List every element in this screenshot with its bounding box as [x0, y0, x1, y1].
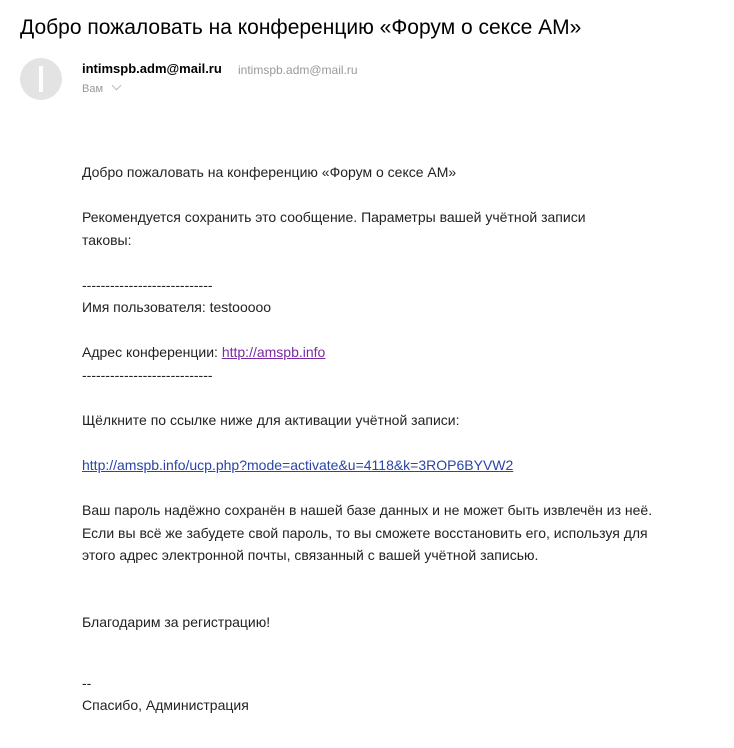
sender-avatar[interactable]	[20, 58, 62, 100]
body-signature: Спасибо, Администрация	[82, 697, 249, 713]
body-greeting: Добро пожаловать на конференцию «Форум о сексе АМ»	[82, 164, 457, 180]
body-thanks: Благодарим за регистрацию!	[82, 614, 271, 630]
body-divider-bottom: ----------------------------	[82, 367, 213, 383]
sender-name[interactable]: intimspb.adm@mail.ru	[82, 61, 222, 76]
body-divider-top: ----------------------------	[82, 277, 213, 293]
body-recommend: Рекомендуется сохранить это сообщение. Параметры вашей учётной записи таковы:	[82, 209, 586, 248]
body-activate-text: Щёлкните по ссылке ниже для активации учётной записи:	[82, 412, 460, 428]
sender-email[interactable]: intimspb.adm@mail.ru	[238, 63, 358, 77]
body-signature-dash: --	[82, 675, 92, 691]
body-password: Ваш пароль надёжно сохранён в нашей базе данных и не может быть извлечён из неё. Если вы всё же забудете свой пароль, то вы сможете восстановить его, используя для этого адрес электронной почты, связанный с вашей учётной записью.	[82, 502, 653, 563]
forum-address-label: Адрес конференции:	[82, 344, 222, 360]
recipient-label: Вам	[82, 83, 104, 95]
body-username: Имя пользователя: testooooo	[82, 299, 272, 315]
body-activate-link-wrap	[82, 454, 513, 477]
forum-link[interactable]: http://amspb.info	[221, 344, 326, 360]
activate-link[interactable]: http://amspb.info/ucp.php?mode=activate&u=4118&k=3ROP6BYVW2	[82, 457, 514, 473]
chevron-down-icon	[112, 81, 122, 91]
body-forum-address	[82, 341, 325, 364]
email-subject: Добро пожаловать на конференцию «Форум о сексе АМ»	[20, 16, 582, 39]
recipient-toggle[interactable]	[82, 82, 120, 96]
avatar-initial-icon	[39, 66, 43, 92]
